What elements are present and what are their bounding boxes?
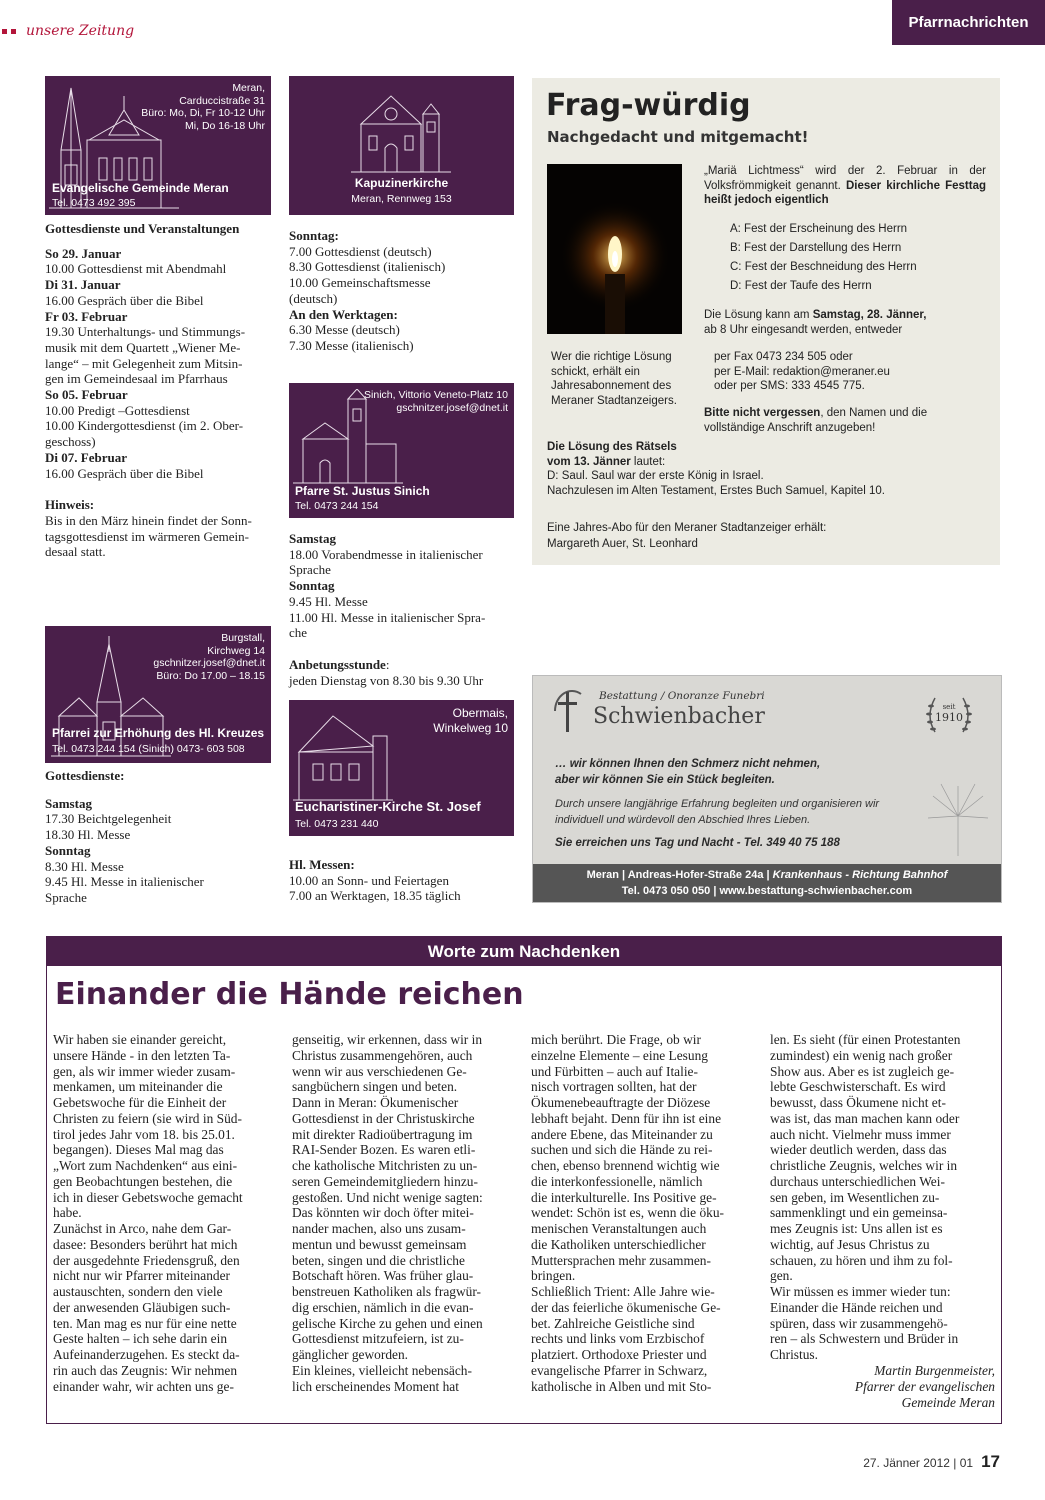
contact-email: per E-Mail: redaktion@meraner.eu	[714, 365, 890, 378]
winner-intro: Eine Jahres-Abo für den Meraner Stadtanzeiger erhält:	[547, 522, 827, 534]
schedule-line: 9.45 Hl. Messe	[289, 593, 368, 609]
article-line: RAI-Sender Bozen. Es waren etli-	[292, 1142, 476, 1158]
church-address-line: Büro: Mo, Di, Fr 10-12 Uhr	[141, 107, 265, 119]
prev-label-rest: lautet:	[630, 455, 666, 468]
article-line: gestoßen. Und nicht wenige sagten:	[292, 1189, 483, 1205]
footer	[863, 1452, 1000, 1472]
schedule-line: 9.45 Hl. Messe in italienischer	[45, 874, 204, 890]
schedule-day: Sonntag	[289, 578, 335, 594]
schedule-heading: Hl. Messen:	[289, 857, 355, 872]
article-line: der ausgedehnte Friedensgruß, den	[53, 1252, 240, 1268]
church-address-line: Burgstall,	[221, 632, 265, 644]
schedule-line: 11.00 Hl. Messe in italienischer Spra-	[289, 609, 486, 625]
church-card-burgstall	[45, 626, 271, 763]
schedule-line: 10.00 Predigt –Gottesdienst	[45, 402, 190, 418]
article-line: Dann in Meran: Ökumenischer	[292, 1095, 459, 1110]
article-line: ich in dieser Gebetswoche gemacht	[53, 1189, 243, 1205]
winner-name: Margareth Auer, St. Leonhard	[547, 538, 698, 550]
article-line: bet. Zahlreiche Geistliche sind	[531, 1315, 695, 1331]
article-box	[46, 936, 1002, 1424]
ad-directions: Krankenhaus - Richtung Bahnhof	[772, 869, 948, 881]
schedule-day: Di 07. Februar	[45, 449, 127, 465]
church-phone: Tel. 0473 231 440	[295, 818, 379, 830]
article-line: Wir müssen es immer wieder tun:	[770, 1284, 951, 1299]
schedule-line: gen im Gemeindesaal im Pfarrhaus	[45, 371, 228, 387]
signature-line: Pfarrer der evangelischen	[854, 1378, 995, 1394]
church-address: Meran, Rennweg 153	[351, 193, 452, 205]
article-line: sammenklingt und ein gemeinsa-	[770, 1205, 948, 1221]
cross-icon	[547, 686, 587, 736]
church-phone: Tel. 0473 492 395	[52, 197, 136, 209]
article-line: Ein kleines, vielleicht nebensäch-	[292, 1362, 472, 1378]
article-line: Ökumenebeauftragte der Diözese	[531, 1095, 711, 1110]
article-column	[53, 1032, 278, 1394]
schedule-line: geschoss)	[45, 434, 96, 450]
article-line: Gottesdienst in der Christuskirche	[292, 1110, 475, 1126]
article-line: ten. Man mag es nur für eine nette	[53, 1315, 237, 1331]
church-address-line: Büro: Do 17.00 – 18.15	[156, 669, 265, 682]
article-signature	[855, 1363, 995, 1410]
logo-dot	[2, 29, 7, 34]
article-column	[531, 1032, 756, 1394]
schedule-line: 10.00 an Sonn- und Feiertagen	[289, 872, 449, 888]
article-line: einander wahr, wir achten uns ge-	[53, 1378, 234, 1394]
schedule-day: An den Werktagen:	[289, 306, 398, 322]
burgstall-schedule	[45, 768, 271, 906]
candle-icon	[547, 164, 682, 334]
article-line: Botschaft hören. Was früher glau-	[292, 1268, 474, 1284]
article-line: lebte Geschwisterschaft. Es wird	[770, 1079, 946, 1095]
article-column	[770, 1032, 995, 1363]
schedule-day: So 05. Februar	[45, 387, 128, 403]
article-line: katholische in Alben und mit Sto-	[531, 1378, 712, 1394]
slogan-line: aber wir können Sie ein Stück begleiten.	[555, 774, 775, 786]
article-line: wendet: Schön ist es, wenn die öku-	[531, 1205, 725, 1221]
ad-kicker: Bestattung / Onoranze Funebri	[599, 690, 765, 702]
church-card-sinich	[289, 383, 514, 518]
article-line: tirol jedes Jahr vom 18. bis 25.01.	[53, 1126, 235, 1142]
church-phone: Tel. 0473 244 154	[295, 500, 379, 512]
article-line: habe.	[53, 1205, 82, 1221]
article-line: benstreuen Katholiken als fragwür-	[292, 1284, 481, 1299]
quiz-option: B: Fest der Darstellung des Herrn	[730, 242, 902, 254]
signature-line: Martin Burgenmeister,	[874, 1363, 995, 1378]
prev-label: Die Lösung des Rätsels vom 13. Jänner	[547, 441, 677, 468]
article-section-bar: Worte zum Nachdenken	[47, 937, 1001, 966]
schedule-line: Sprache	[45, 889, 87, 905]
church-name: Pfarre St. Justus Sinich	[295, 484, 430, 498]
article-line: Muttersprachen mehr zusammen-	[531, 1252, 711, 1268]
dandelion-icon	[923, 776, 993, 856]
article-line: menischen Veranstaltungen auch	[531, 1221, 707, 1236]
article-line: ren – als Schwestern und Brüder in	[770, 1331, 959, 1347]
schedule-line: musik mit dem Quartett „Wiener Me-	[45, 339, 241, 355]
prev-answer: D: Saul. Saul war der erste König in Israel.	[547, 470, 764, 482]
article-line: Aufeinanderzugehen. Es steckt da-	[53, 1347, 240, 1362]
article-line: dasee: Besonders berührt hat mich	[53, 1236, 238, 1252]
anbetung-label: Anbetungsstunde	[289, 656, 386, 672]
article-line: Gebetswoche für die Einheit der	[53, 1095, 227, 1110]
article-line: gänglicher geworden.	[292, 1347, 409, 1362]
schedule-line: 17.30 Beichtgelegenheit	[45, 811, 172, 827]
article-line: che katholische Mitchristen zu un-	[292, 1158, 478, 1173]
article-line: Show aus. Aber es ist zugleich ge-	[770, 1063, 955, 1079]
church-address-line: Kirchweg 14	[207, 644, 265, 657]
article-line: lebhaft bejaht. Denn für ihn ist eine	[531, 1110, 722, 1126]
article-line: christliche Zeugnis, welches wir in	[770, 1158, 958, 1173]
article-line: „Wort zum Nachdenken“ aus eini-	[53, 1158, 238, 1173]
ad-call: Sie erreichen uns Tag und Nacht - Tel. 349 40 75 188	[555, 837, 840, 849]
schedule-day: So 29. Januar	[45, 245, 122, 261]
church-email: gschnitzer.josef@dnet.it	[153, 657, 265, 669]
ad-footer	[533, 864, 1001, 902]
quiz-box	[532, 78, 1000, 565]
article-line: genseitig, wir erkennen, dass wir in	[292, 1032, 483, 1047]
ad-brand: Schwienbacher	[593, 704, 765, 729]
church-email: gschnitzer.josef@dnet.it	[396, 401, 508, 414]
quiz-option: A: Fest der Erscheinung des Herrn	[730, 223, 908, 235]
issue-date: 27. Jänner 2012 | 01	[863, 1456, 974, 1470]
church-card-obermais	[289, 700, 514, 836]
founded-badge	[921, 686, 977, 742]
article-line: menkamen, um miteinander die	[53, 1079, 223, 1095]
reminder-rest: , den Namen und die vollständige Anschrift anzugeben!	[704, 407, 928, 434]
hinweis-line: desaal statt.	[45, 544, 106, 560]
prev-source: Nachzulesen im Alten Testament, Erstes Buch Samuel, Kapitel 10.	[547, 484, 885, 497]
schedule-line: 19.30 Unterhaltungs- und Stimmungs-	[45, 324, 246, 340]
church-name: Pfarrei zur Erhöhung des Hl. Kreuzes	[52, 726, 265, 740]
article-line: Das könnten wir doch öfter mitei-	[292, 1205, 474, 1221]
hinweis-line: tagsgottesdienst im wärmeren Gemein-	[45, 528, 249, 544]
church-card-kapuziner	[289, 76, 514, 215]
article-line: mit direkter Radioübertragung im	[292, 1126, 473, 1142]
article-line: und Fürbitten – auch auf Italie-	[531, 1063, 698, 1079]
schedule-heading: Gottesdienste:	[45, 768, 125, 783]
article-line: die interkonfessionelle, nämlich	[531, 1173, 703, 1189]
quiz-question	[704, 164, 986, 208]
hinweis-label: Hinweis:	[45, 497, 95, 513]
article-line: der das feierliche ökumenische Ge-	[531, 1299, 721, 1315]
article-line: die interkulturelle. Ins Positive ge-	[531, 1189, 717, 1205]
schedule-day: Sonntag:	[289, 228, 339, 243]
schedule-line: 16.00 Gespräch über die Bibel	[45, 292, 204, 308]
article-line: chen, ebenso brennend wichtig wie	[531, 1158, 720, 1173]
article-title: Einander die Hände reichen	[55, 977, 524, 1012]
sinich-schedule	[289, 531, 514, 688]
ad-slogan	[555, 756, 820, 788]
article-line: rechts und links vom Erzbischof	[531, 1331, 705, 1347]
article-line: Einander die Hände reichen und	[770, 1299, 943, 1315]
article-line: durchaus unterschiedlichen Wei-	[770, 1173, 945, 1189]
schedule-day: Sonntag	[45, 842, 91, 858]
page-number: 17	[981, 1452, 1000, 1471]
schedule-line: 10.00 Gemeinschaftsmesse	[289, 275, 431, 291]
church-phone: Tel. 0473 244 154 (Sinich) 0473- 603 508	[52, 743, 245, 755]
schedule-day: Di 31. Januar	[45, 277, 121, 293]
article-line: seren Gemeindemitgliedern hinzu-	[292, 1173, 478, 1189]
evangelisch-schedule	[45, 221, 271, 560]
article-line: Christus zusammengehören, auch	[292, 1047, 473, 1063]
section-label: Pfarrnachrichten	[892, 0, 1045, 45]
schedule-day: Fr 03. Februar	[45, 308, 128, 324]
badge-top: seit	[942, 703, 956, 711]
article-line: bewusst, dass Ökumene nicht et-	[770, 1095, 946, 1110]
article-line: Schließlich Trient: Alle Jahre wie-	[531, 1284, 715, 1299]
article-line: wichtig, auf Jesus Christus zu	[770, 1236, 930, 1252]
quiz-reminder	[704, 406, 944, 435]
church-name: Kapuzinerkirche	[354, 176, 449, 190]
schedule-day: Samstag	[45, 795, 92, 811]
quiz-subtitle: Nachgedacht und mitgemacht!	[547, 128, 809, 146]
schedule-line: 16.00 Gespräch über die Bibel	[45, 465, 204, 481]
article-line: gen, als wir immer wieder zusam-	[53, 1063, 236, 1079]
anbetung-colon: :	[385, 656, 390, 672]
quiz-winner-note: Wer die richtige Lösung schickt, erhält ein Jahresabonnement des Meraner Stadtanzeigers.	[551, 351, 677, 407]
body-line: individuell und würdevoll den Abschied Ihres Lieben.	[555, 814, 811, 826]
schedule-line: 18.00 Vorabendmesse in italienischer	[289, 546, 483, 562]
article-line: unsere Hände - in den letzten Ta-	[53, 1047, 231, 1063]
schedule-line: che	[289, 625, 308, 641]
solution-post: ab 8 Uhr eingesandt werden, entweder	[704, 323, 903, 336]
body-line: Durch unsere langjährige Erfahrung begleiten und organisieren wir	[555, 798, 880, 810]
solution-date: Samstag, 28. Jänner,	[812, 309, 927, 321]
schedule-line: 10.00 Gottesdienst mit Abendmahl	[45, 261, 227, 277]
schedule-line: 8.30 Hl. Messe	[45, 858, 124, 874]
badge-year: 1910	[935, 711, 963, 724]
quiz-title: Frag-würdig	[546, 88, 751, 123]
article-line: Christen zu feiern (sie wird in Süd-	[53, 1110, 242, 1126]
article-line: nicht nur wir Pfarrer miteinander	[53, 1268, 230, 1284]
church-address-line: Sinich, Vittorio Veneto-Platz 10	[364, 389, 508, 401]
article-line: gelische Kirche zu gehen und einen	[292, 1315, 483, 1331]
quiz-intro: „Mariä Lichtmess“ wird der 2. Februar in der Volksfrömmigkeit genannt.	[704, 165, 986, 192]
article-line: dig erschien, nämlich in die evan-	[292, 1299, 474, 1315]
candle-image	[547, 164, 682, 334]
kapuziner-schedule	[289, 228, 514, 354]
article-line: Zunächst in Arco, nahe dem Gar-	[53, 1221, 232, 1236]
article-line: lich erscheinendes Moment hat	[292, 1378, 459, 1394]
solution-pre: Die Lösung kann am	[704, 309, 810, 321]
article-line: gen Beobachtungen bestehen, die	[53, 1173, 233, 1189]
quiz-intro-bold: Dieser kirchliche Festtag heißt jedoch eigentlich	[704, 179, 986, 206]
article-line: zumindest) ein wenig nach großer	[770, 1047, 953, 1063]
article-line: sangbüchern singen und beten.	[292, 1079, 458, 1095]
church-name: Evangelische Gemeinde Meran	[52, 181, 229, 195]
signature-line: Gemeinde Meran	[901, 1394, 995, 1410]
logo-text: unsere Zeitung	[26, 23, 135, 39]
quiz-contacts	[714, 350, 890, 394]
ad-contact: Tel. 0473 050 050 | www.bestattung-schwienbacher.com	[621, 885, 913, 897]
article-line: mes Zeugnis ist: Uns allen ist es	[770, 1221, 943, 1236]
schedule-line: 7.00 an Werktagen, 18.35 täglich	[289, 888, 461, 904]
church-name: Eucharistiner-Kirche St. Josef	[295, 799, 481, 814]
article-line: nisch vortragen sollten, hat der	[531, 1079, 697, 1095]
article-line: gen.	[770, 1268, 793, 1284]
church-address-line: Mi, Do 16-18 Uhr	[185, 119, 265, 132]
church-illustration	[293, 706, 393, 802]
article-line: einzelne Elemente – eine Lesung	[531, 1047, 708, 1063]
church-address-line: Carduccistraße 31	[179, 94, 265, 107]
quiz-options	[730, 220, 917, 296]
contact-fax: per Fax 0473 234 505 oder	[714, 351, 853, 363]
quiz-option: C: Fest der Beschneidung des Herrn	[730, 261, 917, 273]
schedule-heading: Gottesdienste und Veranstaltungen	[45, 221, 240, 236]
article-line: rin auch das Zeugnis: Wir nehmen	[53, 1362, 238, 1378]
schedule-line: 8.30 Gottesdienst (italienisch)	[289, 259, 446, 275]
article-line: wieder deutlich werden, dass das	[770, 1142, 947, 1158]
article-line: spüren, dass wir zusammengehö-	[770, 1315, 948, 1331]
article-line: wenn wir aus verschiedenen Ge-	[292, 1063, 467, 1079]
ad-address: Meran | Andreas-Hofer-Straße 24a |	[586, 869, 773, 881]
anbetung-text: jeden Dienstag von 8.30 bis 9.30 Uhr	[289, 672, 484, 688]
header-logo	[2, 20, 134, 42]
article-line: mich berührt. Die Frage, ob wir	[531, 1032, 701, 1047]
article-line: bringen.	[531, 1268, 576, 1284]
logo-dot	[11, 29, 16, 34]
article-line: Gottesdienst mitzufeiern, ist zu-	[292, 1331, 464, 1347]
article-line: nander machen, also uns zusam-	[292, 1221, 466, 1236]
church-card-evangelisch	[45, 76, 271, 215]
ad-body	[555, 796, 879, 828]
article-line: der anwesenden Gläubigen such-	[53, 1299, 231, 1315]
hinweis-line: Bis in den März hinein findet der Sonn-	[45, 512, 252, 528]
article-line: auch nicht. Vielmehr muss immer	[770, 1126, 951, 1142]
article-line: len. Es sieht (für einen Protestanten	[770, 1032, 961, 1047]
article-line: andere Ebene, das Miteinander zu	[531, 1126, 713, 1142]
quiz-winner	[547, 520, 826, 552]
contact-sms: oder per SMS: 333 4545 775.	[714, 380, 865, 392]
schedule-line: 18.30 Hl. Messe	[45, 827, 131, 843]
schedule-line: (deutsch)	[289, 290, 338, 306]
church-address-line: Meran,	[232, 82, 265, 94]
article-line: mentun und bewusst gemeinsam	[292, 1236, 467, 1252]
church-address-line: Obermais,	[452, 706, 508, 720]
article-line: Christus.	[770, 1347, 818, 1362]
quiz-previous	[547, 440, 947, 498]
article-line: schauen, zu hören und ihm zu fol-	[770, 1252, 953, 1268]
article-line: austauschten, sondern den viele	[53, 1284, 223, 1299]
schedule-day: Samstag	[289, 531, 336, 546]
article-column	[292, 1032, 517, 1394]
quiz-option: D: Fest der Taufe des Herrn	[730, 280, 872, 292]
article-line: begangen). Dieses Mal mag das	[53, 1142, 224, 1158]
article-line: sen geben, im Wesentlichen zu-	[770, 1189, 940, 1205]
article-line: beten, singen und die christliche	[292, 1252, 465, 1268]
article-line: Geste halten – ich sehe darin ein	[53, 1331, 228, 1347]
slogan-line: … wir können Ihnen den Schmerz nicht nehmen,	[555, 758, 821, 770]
schedule-line: 7.30 Messe (italienisch)	[289, 337, 414, 353]
article-line: evangelische Pfarrer in Schwarz,	[531, 1362, 708, 1378]
article-line: was ist, das man machen kann oder	[770, 1110, 960, 1126]
quiz-solution-info	[704, 308, 936, 337]
schedule-line: Sprache	[289, 562, 331, 578]
funeral-ad	[532, 675, 1002, 903]
schedule-line: lange“ – mit Gelegenheit zum Mitsin-	[45, 355, 243, 371]
article-line: die Katholiken unterschiedlicher	[531, 1236, 706, 1252]
church-address-line: Winkelweg 10	[433, 721, 508, 735]
article-line: suchen und sich die Hände zu rei-	[531, 1142, 713, 1158]
obermais-schedule	[289, 857, 514, 904]
article-line: platziert. Orthodoxe Priester und	[531, 1347, 707, 1362]
article-line: Wir haben sie einander gereicht,	[53, 1032, 227, 1047]
schedule-line: 6.30 Messe (deutsch)	[289, 322, 400, 338]
schedule-line: 7.00 Gottesdienst (deutsch)	[289, 243, 432, 259]
schedule-line: 10.00 Kindergottesdienst (im 2. Ober-	[45, 418, 244, 434]
reminder-bold: Bitte nicht vergessen	[704, 407, 821, 419]
church-illustration	[351, 84, 451, 176]
